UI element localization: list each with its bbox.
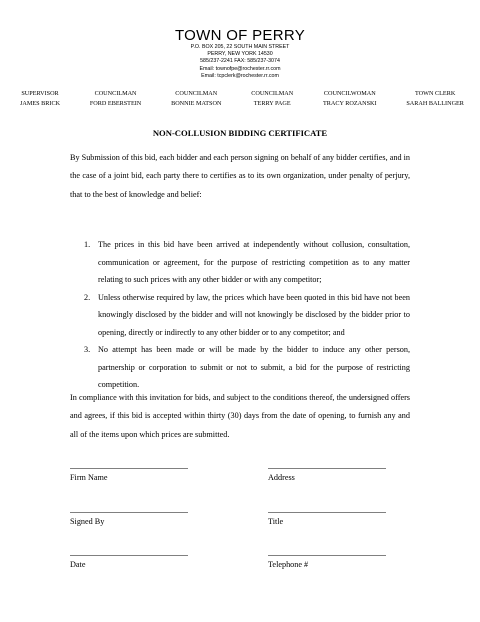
official-town-clerk bbox=[406, 89, 464, 109]
list-item bbox=[84, 236, 410, 289]
official-name: TERRY PAGE bbox=[253, 100, 291, 107]
certification-list bbox=[84, 236, 410, 394]
officials-row bbox=[20, 89, 464, 109]
address-line[interactable] bbox=[268, 468, 386, 469]
city-state-zip: PERRY, NEW YORK 14530 bbox=[207, 51, 273, 58]
title-line[interactable] bbox=[268, 512, 386, 513]
official-role: COUNCILMAN bbox=[251, 90, 294, 97]
telephone-line[interactable] bbox=[268, 555, 386, 556]
official-councilman-1 bbox=[90, 89, 141, 109]
phone-fax: 585/237-2241 FAX: 585/237-3074 bbox=[200, 58, 280, 65]
date-label: Date bbox=[70, 560, 86, 569]
official-role: COUNCILWOMAN bbox=[323, 90, 376, 97]
letterhead bbox=[0, 28, 480, 80]
official-name: FORD EBERSTEIN bbox=[89, 100, 142, 107]
official-councilman-3 bbox=[251, 89, 293, 109]
email-line-1: Email: townofpe@rochester.rr.com bbox=[199, 65, 281, 72]
intro-paragraph: By Submission of this bid, each bidder and each person signing on behalf of any bidder certifies, and in the case of a joint bid, each party there to certifies as to its own organization, under penalty of perjury, that to the best of knowledge and belief: bbox=[70, 153, 410, 199]
official-councilman-2 bbox=[171, 89, 221, 109]
document-title: NON-COLLUSION BIDDING CERTIFICATE bbox=[152, 128, 328, 138]
official-role: SUPERVISOR bbox=[21, 90, 59, 97]
email-line-2: Email: tcpclerk@rochester.rr.com bbox=[201, 72, 279, 79]
list-number: 3. bbox=[84, 345, 91, 354]
official-role: TOWN CLERK bbox=[415, 90, 456, 97]
official-role: COUNCILMAN bbox=[175, 90, 218, 97]
official-councilwoman bbox=[323, 89, 377, 109]
signed-by-line[interactable] bbox=[70, 512, 188, 513]
list-text: Unless otherwise required by law, the prices which have been quoted in this bid have not been knowingly disclosed by the bidder and will not knowingly be disclosed by the bidder prior to opening, directly or indirectly to any other bidder or to any competitor; and bbox=[98, 292, 410, 337]
list-number: 1. bbox=[84, 240, 91, 249]
list-number: 2. bbox=[84, 292, 91, 302]
list-text: No attempt has been made or will be made by the bidder to induce any other person, partnership or corporation to submit or not to submit, a bid for the purpose of restricting competition. bbox=[98, 345, 410, 389]
date-line[interactable] bbox=[70, 555, 188, 556]
telephone-label: Telephone # bbox=[268, 560, 309, 569]
official-name: BONNIE MATSON bbox=[171, 100, 222, 107]
address-label: Address bbox=[268, 473, 295, 482]
list-item bbox=[84, 341, 410, 394]
firm-name-line[interactable] bbox=[70, 468, 188, 469]
official-supervisor bbox=[20, 89, 60, 109]
official-name: TRACY ROZANSKI bbox=[322, 100, 377, 107]
town-name: TOWN OF PERRY bbox=[174, 27, 306, 44]
closing-paragraph: In compliance with this invitation for bids, and subject to the conditions thereof, the undersigned offers and agrees, if this bid is accepted within thirty (30) days from the date of opening, to furnish any and all of the items upon which prices are submitted. bbox=[70, 393, 410, 439]
firm-name-label: Firm Name bbox=[70, 473, 108, 482]
official-name: SARAH BALLINGER bbox=[406, 100, 464, 107]
address-line: P.O. BOX 205, 22 SOUTH MAIN STREET bbox=[190, 44, 290, 50]
list-text: The prices in this bid have been arrived at independently without collusion, consultation, communication or agreement, for the purpose of restricting competition as to any matter relating to such prices with any other bidder or with any competitor; bbox=[98, 240, 410, 284]
signed-by-label: Signed By bbox=[70, 517, 105, 526]
title-label: Title bbox=[268, 517, 284, 526]
list-item bbox=[84, 289, 410, 342]
official-name: JAMES BRICK bbox=[20, 100, 61, 107]
official-role: COUNCILMAN bbox=[94, 90, 137, 97]
